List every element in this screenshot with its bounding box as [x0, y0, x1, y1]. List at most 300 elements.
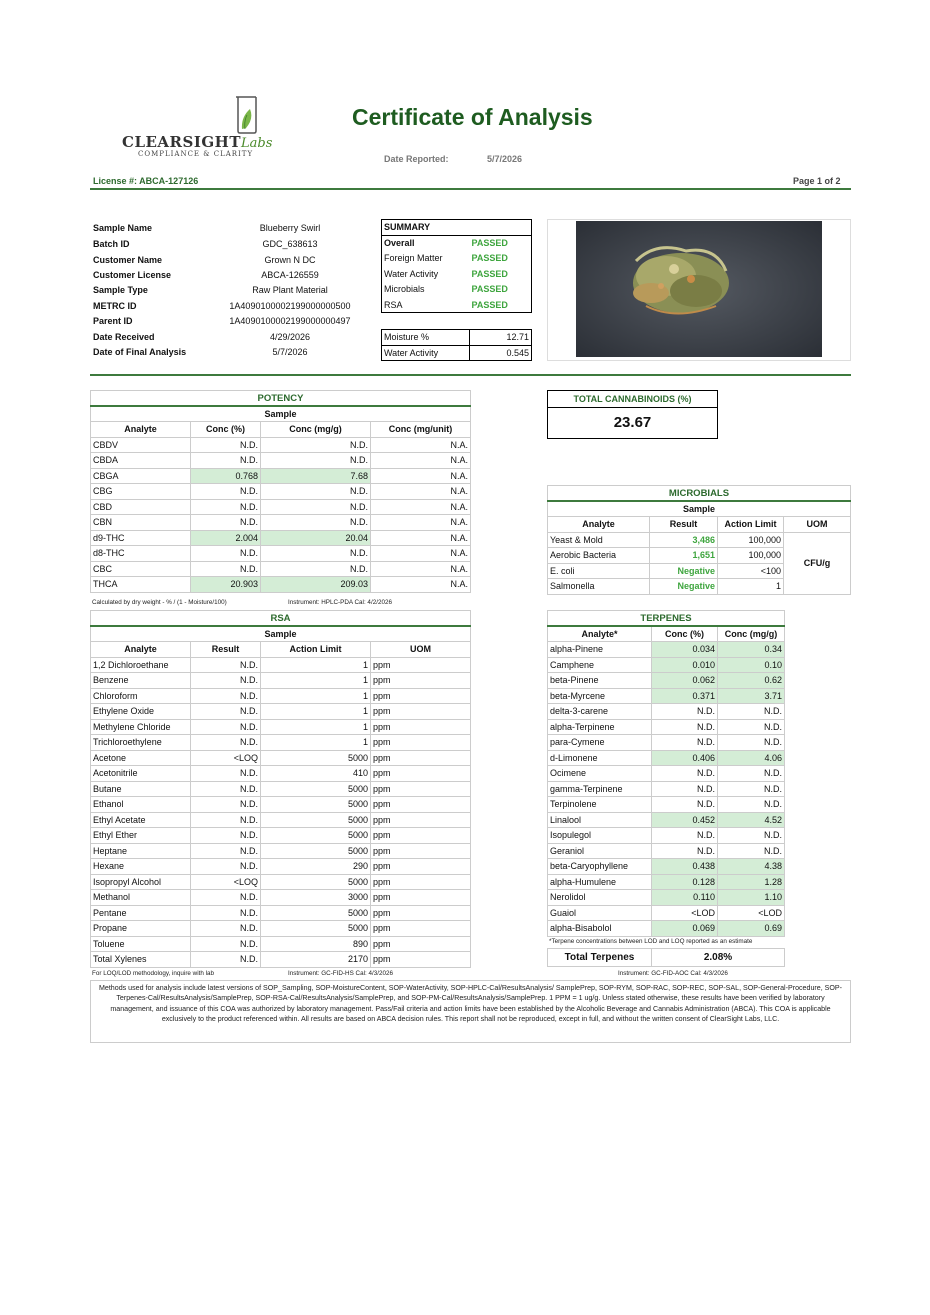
table-row	[91, 688, 471, 704]
result-cell: 1,651	[650, 548, 718, 564]
uom-cell: ppm	[371, 797, 471, 813]
table-row	[548, 874, 785, 890]
value-cell: 0.452	[652, 812, 718, 828]
analyte-cell: Acetone	[91, 750, 191, 766]
table-row	[548, 890, 785, 906]
table-row	[548, 921, 785, 937]
result-cell: <LOQ	[191, 874, 261, 890]
limit-cell: 1	[261, 735, 371, 751]
logo-tagline: COMPLIANCE & CLARITY	[138, 150, 254, 158]
analyte-cell: CBC	[91, 561, 191, 577]
analyte-cell: Acetonitrile	[91, 766, 191, 782]
analyte-cell: Ethylene Oxide	[91, 704, 191, 720]
result-cell: N.D.	[191, 952, 261, 968]
section-title: RSA	[91, 611, 471, 627]
value-cell: N.A.	[371, 577, 471, 593]
summary-label: Microbials	[384, 284, 425, 295]
analyte-cell: Butane	[91, 781, 191, 797]
analyte-cell: Ethanol	[91, 797, 191, 813]
analyte-cell: Toluene	[91, 936, 191, 952]
info-label: Sample Type	[93, 285, 148, 295]
limit-cell: 1	[261, 657, 371, 673]
limit-cell: 1	[718, 579, 784, 595]
table-row	[548, 673, 785, 689]
column-header: Analyte*	[548, 626, 652, 642]
value-cell: 0.128	[652, 874, 718, 890]
table-row	[91, 530, 471, 546]
result-cell: N.D.	[191, 735, 261, 751]
analyte-cell: Camphene	[548, 657, 652, 673]
value-cell: 0.069	[652, 921, 718, 937]
analyte-cell: Ethyl Ether	[91, 828, 191, 844]
column-header: Action Limit	[718, 517, 784, 533]
result-cell: N.D.	[191, 859, 261, 875]
limit-cell: 5000	[261, 921, 371, 937]
table-row	[91, 905, 471, 921]
uom-cell: ppm	[371, 890, 471, 906]
rsa-instrument: Instrument: GC-FID-HS Cal: 4/3/2026	[288, 970, 393, 977]
value-cell: <LOD	[718, 905, 785, 921]
result-cell: N.D.	[191, 781, 261, 797]
summary-table	[381, 219, 532, 313]
table-row	[548, 797, 785, 813]
value-cell: N.D.	[718, 766, 785, 782]
analyte-cell: Yeast & Mold	[548, 532, 650, 548]
value-cell: N.A.	[371, 499, 471, 515]
info-label: Batch ID	[93, 239, 130, 249]
table-row	[91, 766, 471, 782]
table-row	[548, 642, 785, 658]
info-label: Date of Final Analysis	[93, 347, 187, 357]
total-terpenes-row	[547, 948, 785, 967]
limit-cell: 5000	[261, 874, 371, 890]
value-cell: 3.71	[718, 688, 785, 704]
uom-cell: ppm	[371, 673, 471, 689]
summary-title: SUMMARY	[382, 220, 532, 236]
uom-cell: ppm	[371, 828, 471, 844]
analyte-cell: para-Cymene	[548, 735, 652, 751]
result-cell: N.D.	[191, 704, 261, 720]
value-cell: 2.004	[191, 530, 261, 546]
table-row	[91, 515, 471, 531]
methods-disclaimer: Methods used for analysis include latest versions of SOP_Sampling, SOP-MoistureContent, SOP-WaterActivity, SOP-HPLC-Cal/ResultsAnalysis/ SamplePrep, SOP-RYM, SOP-RAC, SOP-REC, SOP-SAL, SOP-General-Procedure, SOP-Terpenes-Cal/ResultsAnalysis/SamplePrep, SOP-RSA-Cal/ResultsAnalysis/SamplePrep, and SOP-PM-Cal/ResultsAnalysis/SamplePrep. 1 PPM = 1 ug/g. Unless stated otherwise, these results have been verified by laboratory management, and issuance of this COA was authorized by laboratory management. Pass/Fail criteria and action limits have been established by the Alcoholic Beverage and Cannabis Administration (ABCA). This COA is applicable exclusively to the product referenced within. All results are based on ABCA decision rules. This report shall not be reproduced, except in full, and without the written consent of ClearSight Labs, LLC.	[90, 980, 851, 1043]
value-cell: N.D.	[652, 843, 718, 859]
value-cell: N.D.	[652, 766, 718, 782]
potency-instrument: Instrument: HPLC-PDA Cal: 4/2/2026	[288, 599, 392, 606]
uom-cell: ppm	[371, 921, 471, 937]
analyte-cell: CBGA	[91, 468, 191, 484]
microbials-table	[547, 485, 851, 595]
analyte-cell: Pentane	[91, 905, 191, 921]
value-cell: 1.10	[718, 890, 785, 906]
value-cell: N.A.	[371, 437, 471, 453]
table-row	[91, 499, 471, 515]
analyte-cell: Propane	[91, 921, 191, 937]
limit-cell: 1	[261, 719, 371, 735]
analyte-cell: E. coli	[548, 563, 650, 579]
limit-cell: 3000	[261, 890, 371, 906]
value-cell: N.A.	[371, 530, 471, 546]
value-cell: 0.62	[718, 673, 785, 689]
column-header: Analyte	[548, 517, 650, 533]
table-row	[91, 921, 471, 937]
info-value: 1A4090100002199000000500	[229, 301, 351, 311]
info-value: 1A4090100002199000000497	[229, 316, 351, 326]
table-row	[91, 828, 471, 844]
table-row	[548, 688, 785, 704]
info-label: Customer License	[93, 270, 172, 280]
value-cell: N.D.	[718, 719, 785, 735]
rsa-note: For LOQ/LOD methodology, inquire with lab	[92, 970, 215, 977]
table-row	[548, 735, 785, 751]
table-row	[548, 719, 785, 735]
column-header: Conc (mg/unit)	[371, 422, 471, 438]
table-row	[91, 874, 471, 890]
table-row	[91, 546, 471, 562]
uom-cell: ppm	[371, 657, 471, 673]
limit-cell: 5000	[261, 781, 371, 797]
table-row	[548, 828, 785, 844]
total-terpenes-label: Total Terpenes	[548, 949, 652, 967]
info-value: ABCA-126559	[261, 270, 319, 280]
value-cell: 1.28	[718, 874, 785, 890]
sample-photo	[576, 221, 822, 357]
limit-cell: 2170	[261, 952, 371, 968]
analyte-cell: alpha-Bisabolol	[548, 921, 652, 937]
result-cell: N.D.	[191, 921, 261, 937]
value-cell: <LOD	[652, 905, 718, 921]
result-cell: 3,486	[650, 532, 718, 548]
analyte-cell: Geraniol	[548, 843, 652, 859]
result-cell: N.D.	[191, 890, 261, 906]
value-cell: N.A.	[371, 468, 471, 484]
value-cell: 0.034	[652, 642, 718, 658]
value-cell: 209.03	[261, 577, 371, 593]
value-cell: 4.38	[718, 859, 785, 875]
value-cell: N.D.	[652, 719, 718, 735]
column-header: Conc (%)	[652, 626, 718, 642]
divider	[90, 374, 851, 376]
value-cell: N.D.	[261, 546, 371, 562]
limit-cell: 5000	[261, 828, 371, 844]
analyte-cell: Total Xylenes	[91, 952, 191, 968]
value-cell: N.D.	[652, 704, 718, 720]
value-cell: 0.34	[718, 642, 785, 658]
value-cell: 0.371	[652, 688, 718, 704]
analyte-cell: Heptane	[91, 843, 191, 859]
status-badge: PASSED	[471, 284, 508, 295]
table-row	[548, 843, 785, 859]
company-logo	[120, 95, 273, 160]
value-cell: 20.903	[191, 577, 261, 593]
table-row	[91, 657, 471, 673]
analyte-cell: alpha-Terpinene	[548, 719, 652, 735]
value-cell: N.A.	[371, 561, 471, 577]
moisture-table	[381, 329, 532, 361]
result-cell: N.D.	[191, 797, 261, 813]
value-cell: N.D.	[718, 735, 785, 751]
limit-cell: 100,000	[718, 548, 784, 564]
info-value: Blueberry Swirl	[259, 223, 321, 233]
value-cell: N.D.	[718, 704, 785, 720]
analyte-cell: Trichloroethylene	[91, 735, 191, 751]
summary-label: Foreign Matter	[384, 253, 443, 264]
column-header: Conc (mg/g)	[261, 422, 371, 438]
total-cannabinoids-value: 23.67	[613, 414, 652, 431]
sample-header: Sample	[91, 406, 471, 422]
analyte-cell: THCA	[91, 577, 191, 593]
limit-cell: 5000	[261, 812, 371, 828]
limit-cell: <100	[718, 563, 784, 579]
table-row	[91, 781, 471, 797]
analyte-cell: Isopulegol	[548, 828, 652, 844]
limit-cell: 1	[261, 673, 371, 689]
uom-cell: ppm	[371, 812, 471, 828]
value-cell: N.D.	[652, 735, 718, 751]
value-cell: N.A.	[371, 515, 471, 531]
table-row	[91, 735, 471, 751]
result-cell: N.D.	[191, 719, 261, 735]
total-cannabinoids-box	[547, 390, 718, 439]
column-header: Analyte	[91, 642, 191, 658]
result-cell: Negative	[650, 563, 718, 579]
table-row	[91, 468, 471, 484]
table-row	[91, 719, 471, 735]
limit-cell: 5000	[261, 843, 371, 859]
analyte-cell: d-Limonene	[548, 750, 652, 766]
analyte-cell: Isopropyl Alcohol	[91, 874, 191, 890]
table-row	[91, 561, 471, 577]
terpenes-table	[547, 610, 785, 937]
result-cell: N.D.	[191, 843, 261, 859]
table-row	[91, 673, 471, 689]
uom-cell: ppm	[371, 719, 471, 735]
uom-cell: ppm	[371, 766, 471, 782]
table-row	[91, 952, 471, 968]
uom-cell: ppm	[371, 704, 471, 720]
potency-note: Calculated by dry weight - % / (1 - Moisture/100)	[92, 599, 227, 606]
analyte-cell: beta-Caryophyllene	[548, 859, 652, 875]
value-cell: N.D.	[191, 437, 261, 453]
total-terpenes-value: 2.08%	[652, 949, 785, 967]
result-cell: N.D.	[191, 828, 261, 844]
value-cell: 0.110	[652, 890, 718, 906]
analyte-cell: gamma-Terpinene	[548, 781, 652, 797]
sample-header: Sample	[91, 626, 471, 642]
table-row	[548, 657, 785, 673]
table-row	[91, 936, 471, 952]
analyte-cell: CBDA	[91, 453, 191, 469]
water-activity-label: Water Activity	[382, 345, 470, 361]
analyte-cell: alpha-Humulene	[548, 874, 652, 890]
water-activity-value: 0.545	[470, 345, 532, 361]
summary-label: Water Activity	[384, 268, 439, 279]
column-header: Result	[650, 517, 718, 533]
info-label: METRC ID	[93, 301, 137, 311]
column-header: Action Limit	[261, 642, 371, 658]
value-cell: N.D.	[191, 546, 261, 562]
date-reported-value: 5/7/2026	[487, 154, 523, 164]
analyte-cell: delta-3-carene	[548, 704, 652, 720]
value-cell: N.D.	[191, 484, 261, 500]
analyte-cell: Ethyl Acetate	[91, 812, 191, 828]
value-cell: N.D.	[191, 561, 261, 577]
value-cell: N.D.	[191, 453, 261, 469]
limit-cell: 890	[261, 936, 371, 952]
value-cell: 0.406	[652, 750, 718, 766]
analyte-cell: Hexane	[91, 859, 191, 875]
value-cell: N.D.	[261, 437, 371, 453]
uom-cell: ppm	[371, 750, 471, 766]
analyte-cell: CBD	[91, 499, 191, 515]
table-row	[548, 859, 785, 875]
value-cell: 0.438	[652, 859, 718, 875]
table-row	[91, 484, 471, 500]
uom-cell: ppm	[371, 735, 471, 751]
table-row	[91, 750, 471, 766]
value-cell: 20.04	[261, 530, 371, 546]
result-cell: <LOQ	[191, 750, 261, 766]
analyte-cell: beta-Pinene	[548, 673, 652, 689]
analyte-cell: CBG	[91, 484, 191, 500]
info-label: Sample Name	[93, 223, 153, 233]
status-badge: PASSED	[471, 253, 508, 264]
column-header: UOM	[371, 642, 471, 658]
value-cell: N.D.	[652, 797, 718, 813]
terpenes-instrument: Instrument: GC-FID-AOC Cal: 4/3/2026	[618, 970, 728, 977]
info-value: GDC_638613	[262, 239, 318, 249]
result-cell: N.D.	[191, 812, 261, 828]
uom-cell: CFU/g	[784, 532, 851, 594]
analyte-cell: Linalool	[548, 812, 652, 828]
beaker-leaf-icon	[228, 95, 264, 135]
result-cell: Negative	[650, 579, 718, 595]
column-header: Conc (%)	[191, 422, 261, 438]
summary-label: Overall	[384, 238, 415, 248]
analyte-cell: Methylene Chloride	[91, 719, 191, 735]
table-row	[548, 766, 785, 782]
value-cell: N.D.	[652, 781, 718, 797]
result-cell: N.D.	[191, 766, 261, 782]
result-cell: N.D.	[191, 688, 261, 704]
moisture-label: Moisture %	[382, 330, 470, 346]
result-cell: N.D.	[191, 936, 261, 952]
value-cell: N.D.	[718, 781, 785, 797]
value-cell: 0.10	[718, 657, 785, 673]
column-header: Conc (mg/g)	[718, 626, 785, 642]
analyte-cell: Guaiol	[548, 905, 652, 921]
analyte-cell: Aerobic Bacteria	[548, 548, 650, 564]
table-row	[548, 812, 785, 828]
analyte-cell: Benzene	[91, 673, 191, 689]
value-cell: N.A.	[371, 484, 471, 500]
table-row	[91, 797, 471, 813]
value-cell: 0.010	[652, 657, 718, 673]
rsa-table	[90, 610, 471, 968]
uom-cell: ppm	[371, 843, 471, 859]
analyte-cell: 1,2 Dichloroethane	[91, 657, 191, 673]
analyte-cell: Chloroform	[91, 688, 191, 704]
analyte-cell: Methanol	[91, 890, 191, 906]
table-row	[548, 532, 851, 548]
value-cell: N.D.	[261, 499, 371, 515]
limit-cell: 1	[261, 688, 371, 704]
value-cell: N.D.	[718, 797, 785, 813]
table-row	[91, 843, 471, 859]
date-reported-label: Date Reported:	[384, 154, 449, 164]
info-value: Raw Plant Material	[252, 285, 328, 295]
analyte-cell: CBN	[91, 515, 191, 531]
value-cell: N.D.	[718, 828, 785, 844]
analyte-cell: Nerolidol	[548, 890, 652, 906]
section-title: TERPENES	[548, 611, 785, 627]
column-header: UOM	[784, 517, 851, 533]
table-row	[548, 704, 785, 720]
limit-cell: 1	[261, 704, 371, 720]
result-cell: N.D.	[191, 905, 261, 921]
limit-cell: 290	[261, 859, 371, 875]
value-cell: 4.06	[718, 750, 785, 766]
limit-cell: 5000	[261, 797, 371, 813]
value-cell: 0.768	[191, 468, 261, 484]
value-cell: N.A.	[371, 546, 471, 562]
info-value: 5/7/2026	[272, 347, 308, 357]
value-cell: N.D.	[261, 484, 371, 500]
column-header: Analyte	[91, 422, 191, 438]
page-title: Certificate of Analysis	[352, 104, 593, 130]
analyte-cell: Salmonella	[548, 579, 650, 595]
value-cell: N.D.	[261, 561, 371, 577]
section-title: POTENCY	[91, 391, 471, 407]
value-cell: 0.69	[718, 921, 785, 937]
sample-header: Sample	[548, 501, 851, 517]
uom-cell: ppm	[371, 936, 471, 952]
status-badge: PASSED	[471, 238, 508, 248]
table-row	[91, 577, 471, 593]
value-cell: N.D.	[652, 828, 718, 844]
table-row	[91, 704, 471, 720]
limit-cell: 5000	[261, 750, 371, 766]
limit-cell: 5000	[261, 905, 371, 921]
status-badge: PASSED	[471, 268, 508, 279]
divider	[90, 188, 851, 190]
value-cell: 0.062	[652, 673, 718, 689]
table-row	[91, 859, 471, 875]
info-label: Parent ID	[93, 316, 133, 326]
result-cell: N.D.	[191, 673, 261, 689]
uom-cell: ppm	[371, 781, 471, 797]
info-label: Date Received	[93, 332, 155, 342]
info-label: Customer Name	[93, 255, 163, 265]
table-row	[91, 890, 471, 906]
analyte-cell: beta-Myrcene	[548, 688, 652, 704]
info-value: Grown N DC	[264, 255, 316, 265]
table-row	[91, 812, 471, 828]
potency-table	[90, 390, 471, 593]
uom-cell: ppm	[371, 688, 471, 704]
license-number: License #: ABCA-127126	[93, 176, 199, 186]
value-cell: N.D.	[191, 499, 261, 515]
table-row	[548, 781, 785, 797]
value-cell: N.D.	[718, 843, 785, 859]
info-value: 4/29/2026	[269, 332, 311, 342]
limit-cell: 100,000	[718, 532, 784, 548]
logo-wordmark: CLEARSIGHTLabs	[122, 133, 273, 151]
analyte-cell: Ocimene	[548, 766, 652, 782]
section-title: MICROBIALS	[548, 486, 851, 502]
analyte-cell: d9-THC	[91, 530, 191, 546]
page-number: Page 1 of 2	[793, 176, 841, 186]
